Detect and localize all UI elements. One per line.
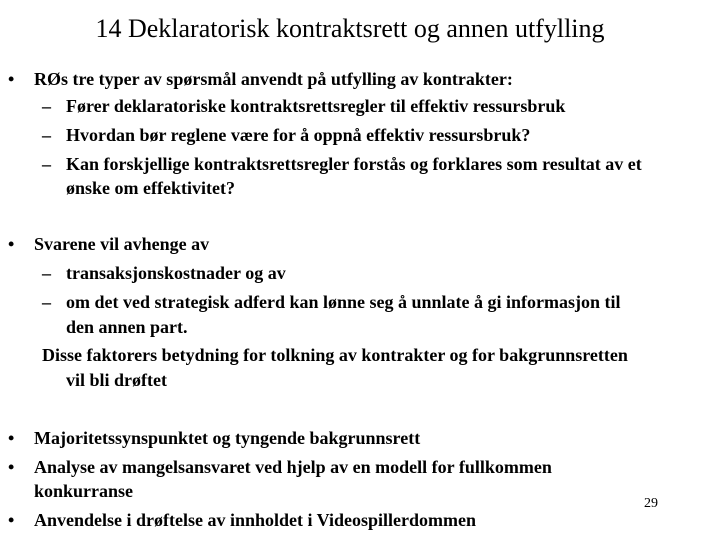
slide-title: 14 Deklaratorisk kontraktsrett og annen utfylling — [95, 14, 605, 43]
section3-item1: Majoritetssynspunktet og tyngende bakgrunnsrett — [34, 428, 421, 448]
section3-item3: Anvendelse i drøftelse av innholdet i Videospillerdommen — [34, 510, 477, 530]
dash-icon: – — [42, 154, 51, 174]
section3-item2-line2: konkurranse — [34, 481, 134, 501]
bullet-icon: • — [8, 457, 15, 477]
section1-intro: RØs tre typer av spørsmål anvendt på utfylling av kontrakter: — [34, 69, 513, 89]
section1-sub1: Fører deklaratoriske kontraktsrettsregler til effektiv ressursbruk — [66, 96, 566, 116]
section3-item2-line1: Analyse av mangelsansvaret ved hjelp av en modell for fullkommen — [34, 457, 552, 477]
section1-sub3-line1: Kan forskjellige kontraktsrettsregler forstås og forklares som resultat av et — [66, 154, 642, 174]
bullet-icon: • — [8, 510, 15, 530]
dash-icon: – — [42, 263, 51, 283]
section2-note-line1: Disse faktorers betydning for tolkning av kontrakter og for bakgrunnsretten — [42, 345, 628, 365]
section2-sub1: transaksjonskostnader og av — [66, 263, 286, 283]
dash-icon: – — [42, 125, 51, 145]
bullet-icon: • — [8, 428, 15, 448]
page-number: 29 — [644, 496, 658, 511]
section2-sub2-line2: den annen part. — [66, 317, 188, 337]
section2-intro: Svarene vil avhenge av — [34, 234, 210, 254]
section1-sub3-line2: ønske om effektivitet? — [66, 178, 235, 198]
dash-icon: – — [42, 292, 51, 312]
dash-icon: – — [42, 96, 51, 116]
section2-note-line2: vil bli drøftet — [66, 370, 167, 390]
section1-sub2: Hvordan bør reglene være for å oppnå effektiv ressursbruk? — [66, 125, 531, 145]
bullet-icon: • — [8, 234, 15, 254]
section2-sub2-line1: om det ved strategisk adferd kan lønne seg å unnlate å gi informasjon til — [66, 292, 621, 312]
bullet-icon: • — [8, 69, 15, 89]
